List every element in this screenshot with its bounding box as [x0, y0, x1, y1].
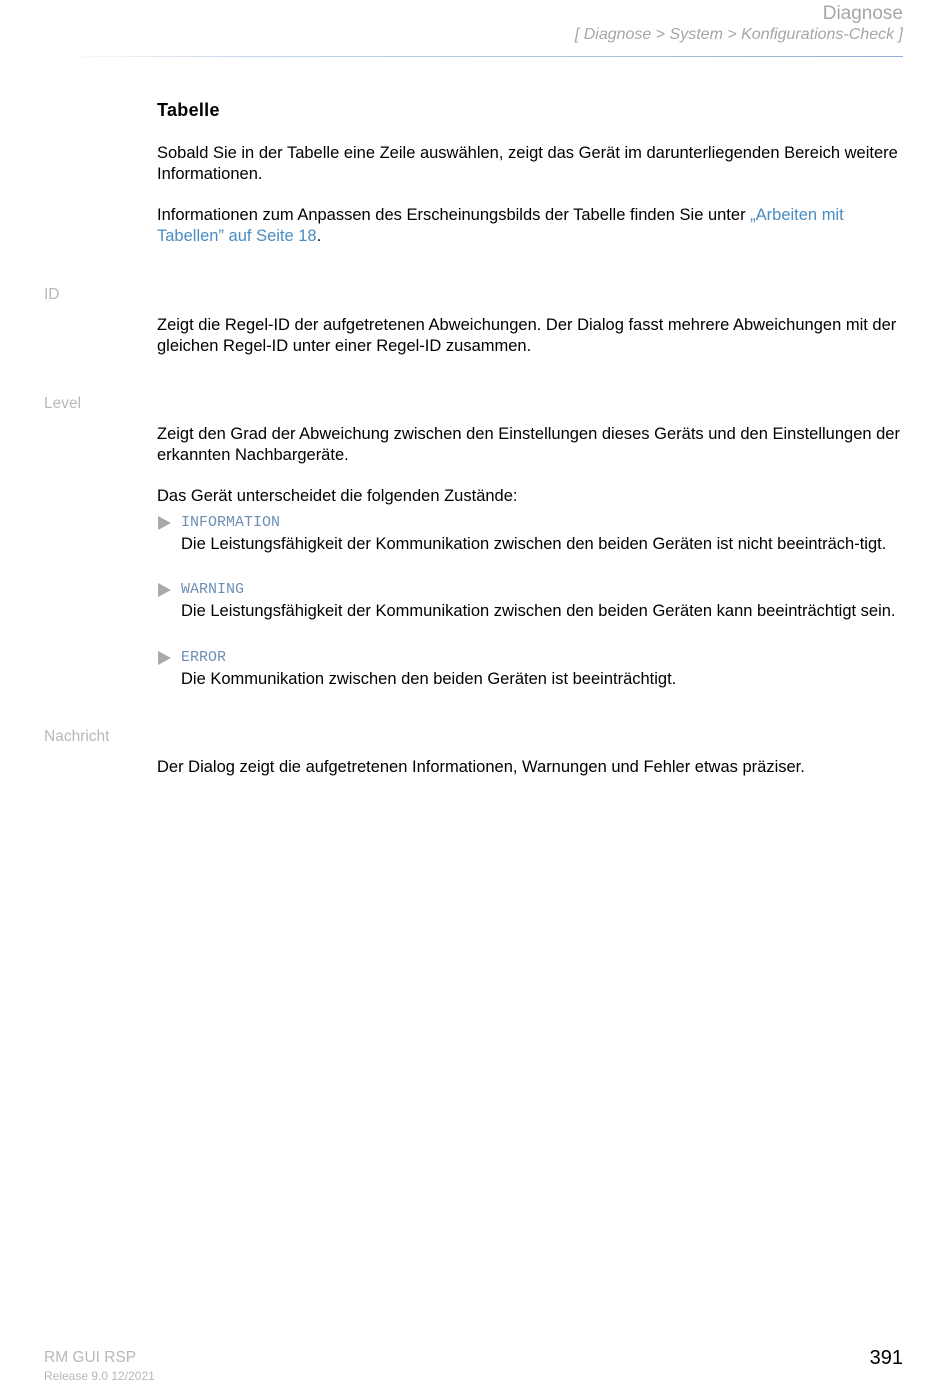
term-level: Level	[44, 395, 82, 412]
section-heading: Tabelle	[157, 100, 220, 120]
id-description: Zeigt die Regel-ID der aufgetretenen Abweichungen. Der Dialog fasst mehrere Abweichungen mit der gleichen Regel-ID unter einer Regel-ID zusammen.	[157, 316, 897, 355]
state-code: ERROR	[181, 649, 227, 666]
state-description: Die Leistungsfähigkeit der Kommunikation zwischen den beiden Geräten ist nicht beeinträch-tigt.	[181, 535, 887, 553]
header-divider	[60, 56, 903, 57]
chapter-title: Diagnose	[822, 3, 903, 24]
state-description: Die Leistungsfähigkeit der Kommunikation zwischen den beiden Geräten kann beeinträchtigt sein.	[181, 602, 896, 620]
state-description: Die Kommunikation zwischen den beiden Geräten ist beeinträchtigt.	[181, 670, 677, 688]
table-help-link[interactable]: „Arbeiten mit Tabellen” auf Seite 18	[157, 206, 844, 245]
info-paragraph	[157, 205, 905, 247]
product-name: RM GUI RSP	[44, 1349, 137, 1366]
bullet-triangle-icon	[158, 651, 171, 665]
info-text: Informationen zum Anpassen des Erscheinungsbilds der Tabelle finden Sie unter	[157, 206, 751, 224]
term-id: ID	[44, 286, 60, 303]
states-intro: Das Gerät unterscheidet die folgenden Zustände:	[157, 487, 518, 505]
release-info: Release 9.0 12/2021	[44, 1369, 155, 1383]
info-suffix: .	[316, 227, 322, 245]
breadcrumb: [ Diagnose > System > Konfigurations-Check ]	[574, 26, 903, 43]
bullet-triangle-icon	[158, 516, 171, 530]
state-code: INFORMATION	[181, 514, 281, 531]
message-description: Der Dialog zeigt die aufgetretenen Informationen, Warnungen und Fehler etwas präziser.	[157, 758, 805, 776]
state-code: WARNING	[181, 581, 245, 598]
intro-paragraph: Sobald Sie in der Tabelle eine Zeile auswählen, zeigt das Gerät im darunterliegenden Bereich weitere Informationen.	[157, 144, 898, 183]
level-description: Zeigt den Grad der Abweichung zwischen den Einstellungen dieses Geräts und den Einstellungen der erkannten Nachbargeräte.	[157, 425, 900, 464]
term-message: Nachricht	[44, 728, 110, 745]
page-number: 391	[869, 1347, 903, 1369]
bullet-triangle-icon	[158, 583, 171, 597]
